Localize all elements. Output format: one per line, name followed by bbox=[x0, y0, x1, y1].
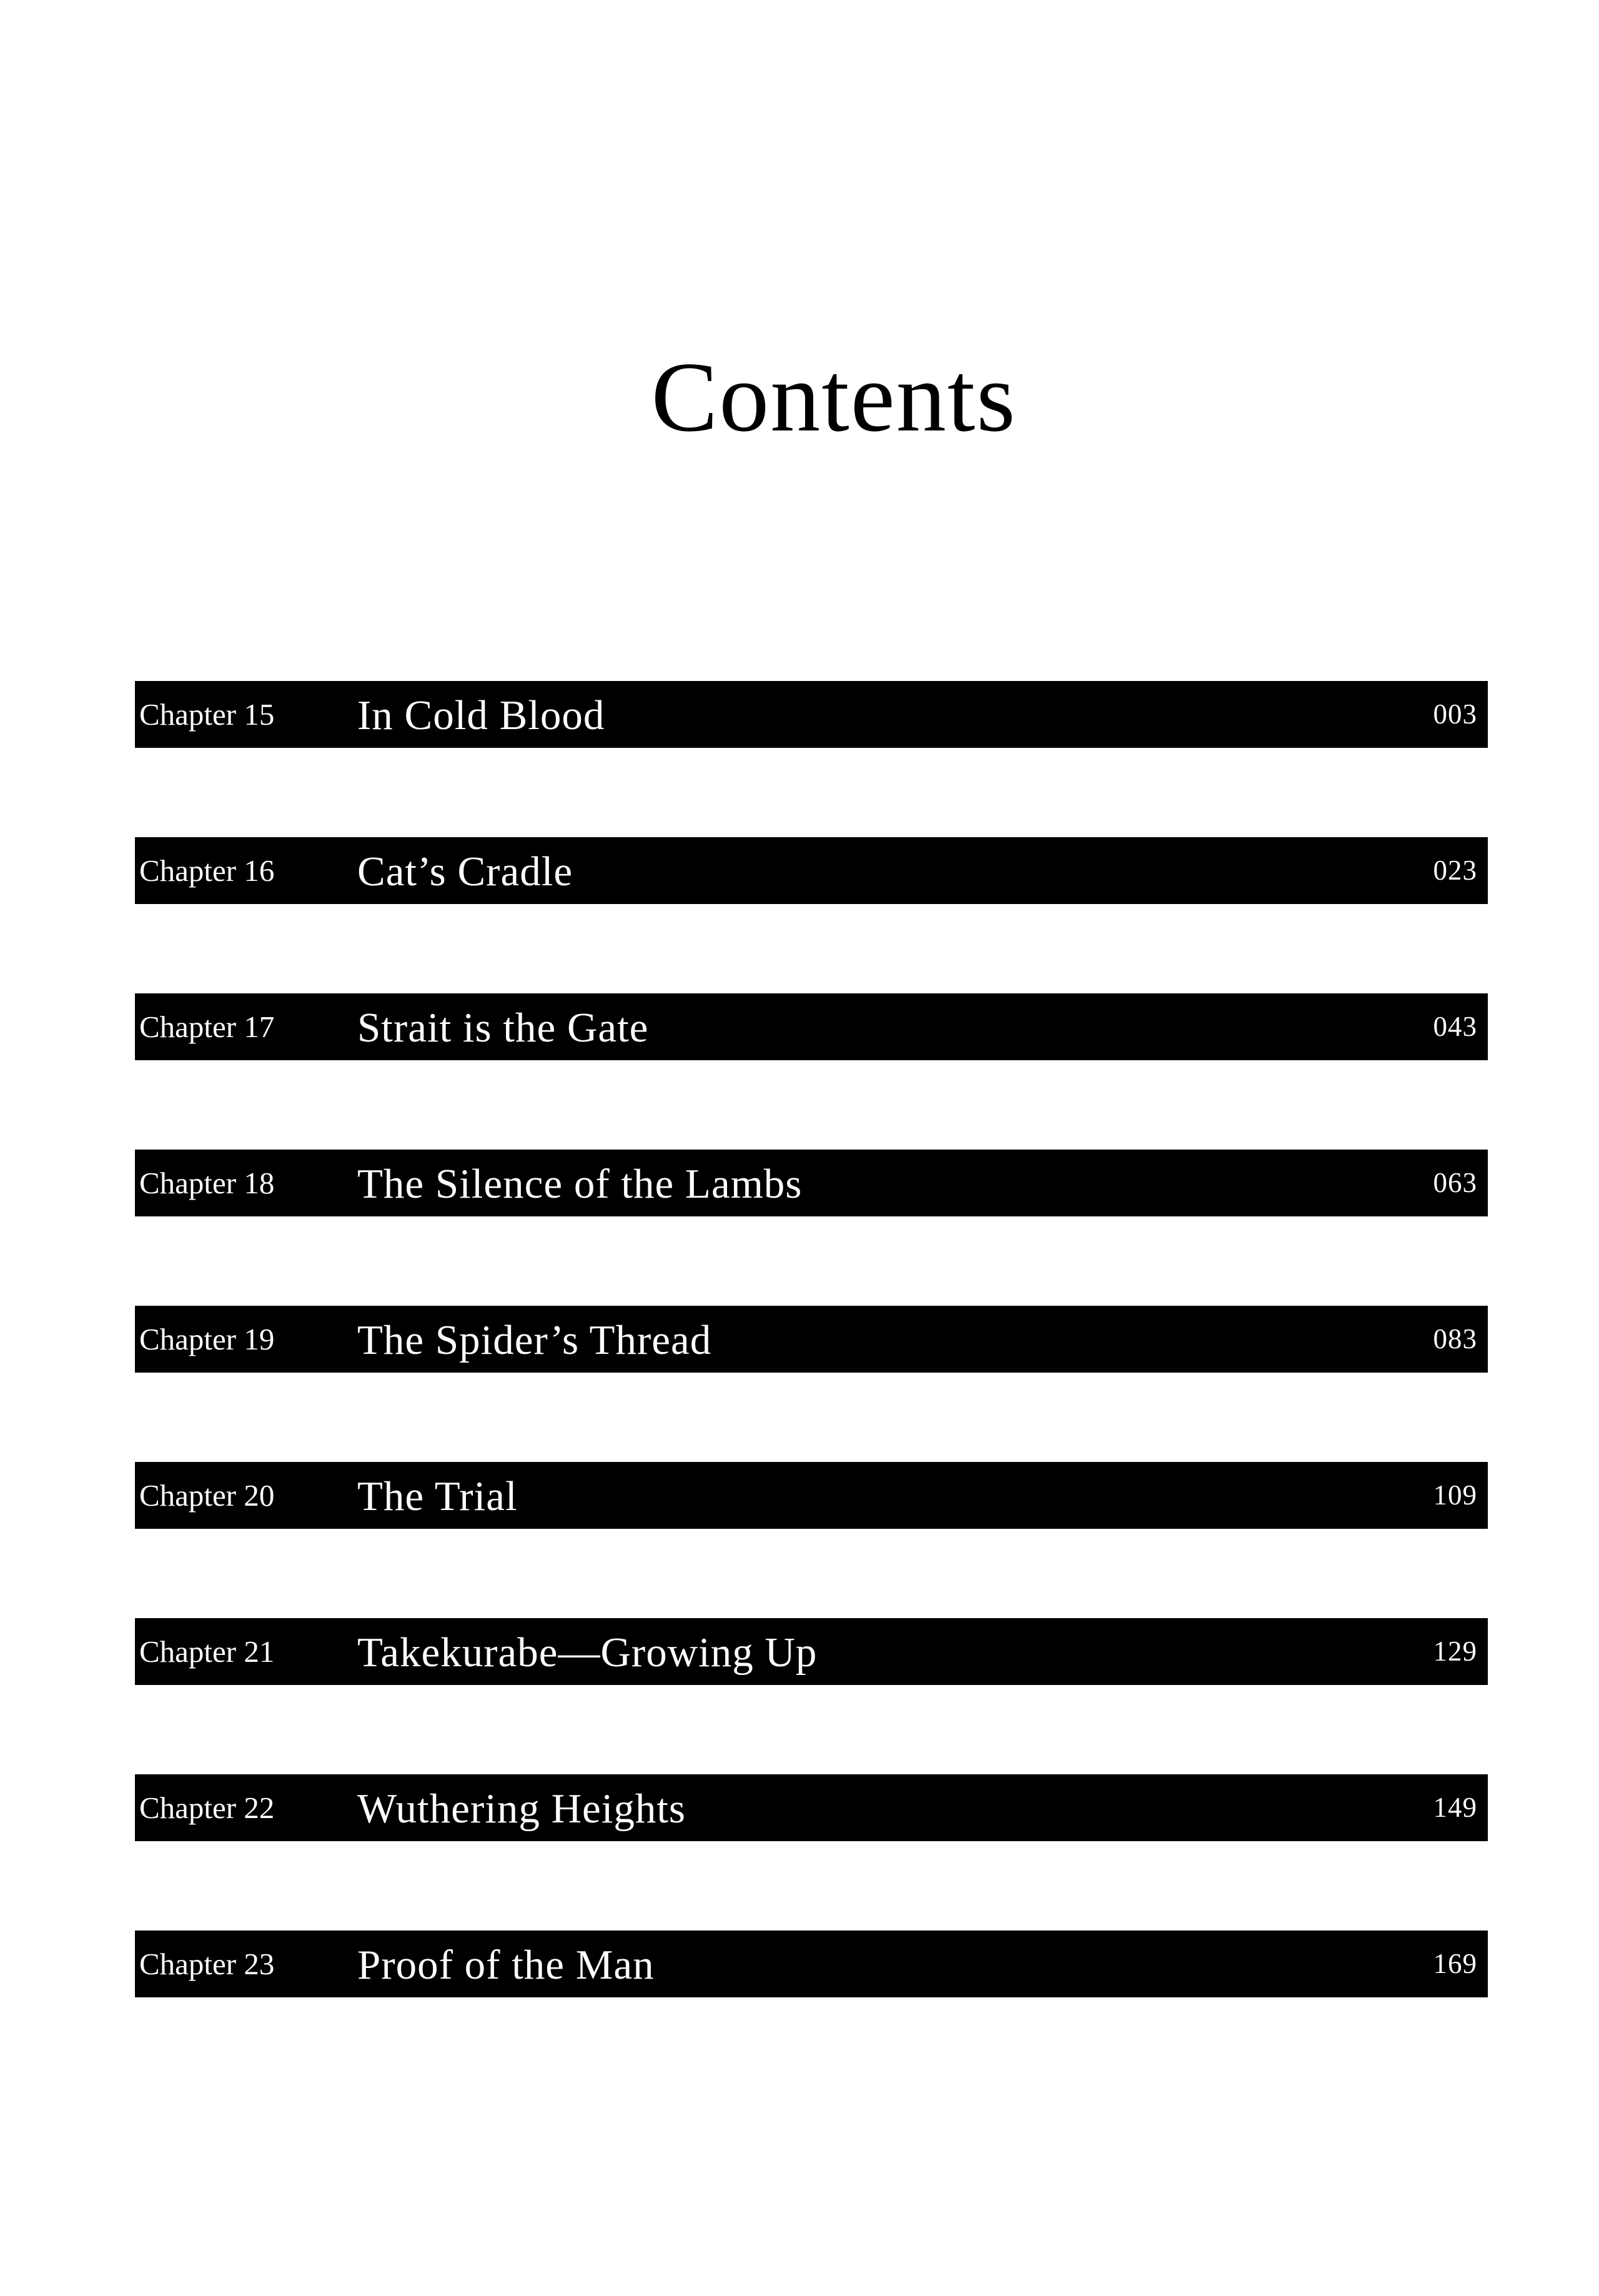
toc-entry-chapter-22[interactable] bbox=[135, 1774, 1488, 1841]
toc-entry-chapter-21[interactable] bbox=[135, 1618, 1488, 1685]
chapter-number: Chapter 17 bbox=[139, 1010, 275, 1044]
page-number: 109 bbox=[1433, 1479, 1477, 1511]
chapter-title: Takekurabe—Growing Up bbox=[357, 1629, 818, 1676]
chapter-title: In Cold Blood bbox=[357, 692, 605, 738]
chapter-title: Strait is the Gate bbox=[357, 1005, 649, 1051]
page-number: 003 bbox=[1433, 698, 1477, 730]
page-number: 023 bbox=[1433, 855, 1477, 886]
toc-entry-chapter-16[interactable] bbox=[135, 837, 1488, 904]
page-number: 063 bbox=[1433, 1167, 1477, 1198]
chapter-title: Cat’s Cradle bbox=[357, 848, 573, 895]
chapter-title: The Trial bbox=[357, 1473, 518, 1519]
page-number: 129 bbox=[1433, 1636, 1477, 1667]
chapter-number: Chapter 19 bbox=[139, 1322, 275, 1356]
toc-entry-chapter-17[interactable] bbox=[135, 993, 1488, 1060]
chapter-title: The Spider’s Thread bbox=[357, 1317, 712, 1363]
chapter-number: Chapter 22 bbox=[139, 1791, 275, 1825]
chapter-number: Chapter 18 bbox=[139, 1166, 275, 1200]
toc-entry-chapter-23[interactable] bbox=[135, 1931, 1488, 1997]
toc-entry-chapter-19[interactable] bbox=[135, 1306, 1488, 1373]
table-of-contents bbox=[135, 681, 1488, 2087]
chapter-title: The Silence of the Lambs bbox=[357, 1161, 803, 1207]
toc-entry-chapter-20[interactable] bbox=[135, 1462, 1488, 1529]
toc-entry-chapter-15[interactable] bbox=[135, 681, 1488, 748]
chapter-number: Chapter 23 bbox=[139, 1947, 275, 1981]
page-title: Contents bbox=[651, 341, 1017, 452]
chapter-number: Chapter 21 bbox=[139, 1634, 275, 1669]
page-number: 083 bbox=[1433, 1323, 1477, 1354]
chapter-number: Chapter 15 bbox=[139, 697, 275, 732]
chapter-number: Chapter 16 bbox=[139, 853, 275, 888]
chapter-number: Chapter 20 bbox=[139, 1478, 275, 1513]
page-number: 169 bbox=[1433, 1948, 1477, 1979]
page-number: 149 bbox=[1433, 1792, 1477, 1823]
chapter-title: Proof of the Man bbox=[357, 1942, 655, 1988]
toc-entry-chapter-18[interactable] bbox=[135, 1150, 1488, 1216]
chapter-title: Wuthering Heights bbox=[357, 1786, 686, 1832]
page-number: 043 bbox=[1433, 1011, 1477, 1042]
